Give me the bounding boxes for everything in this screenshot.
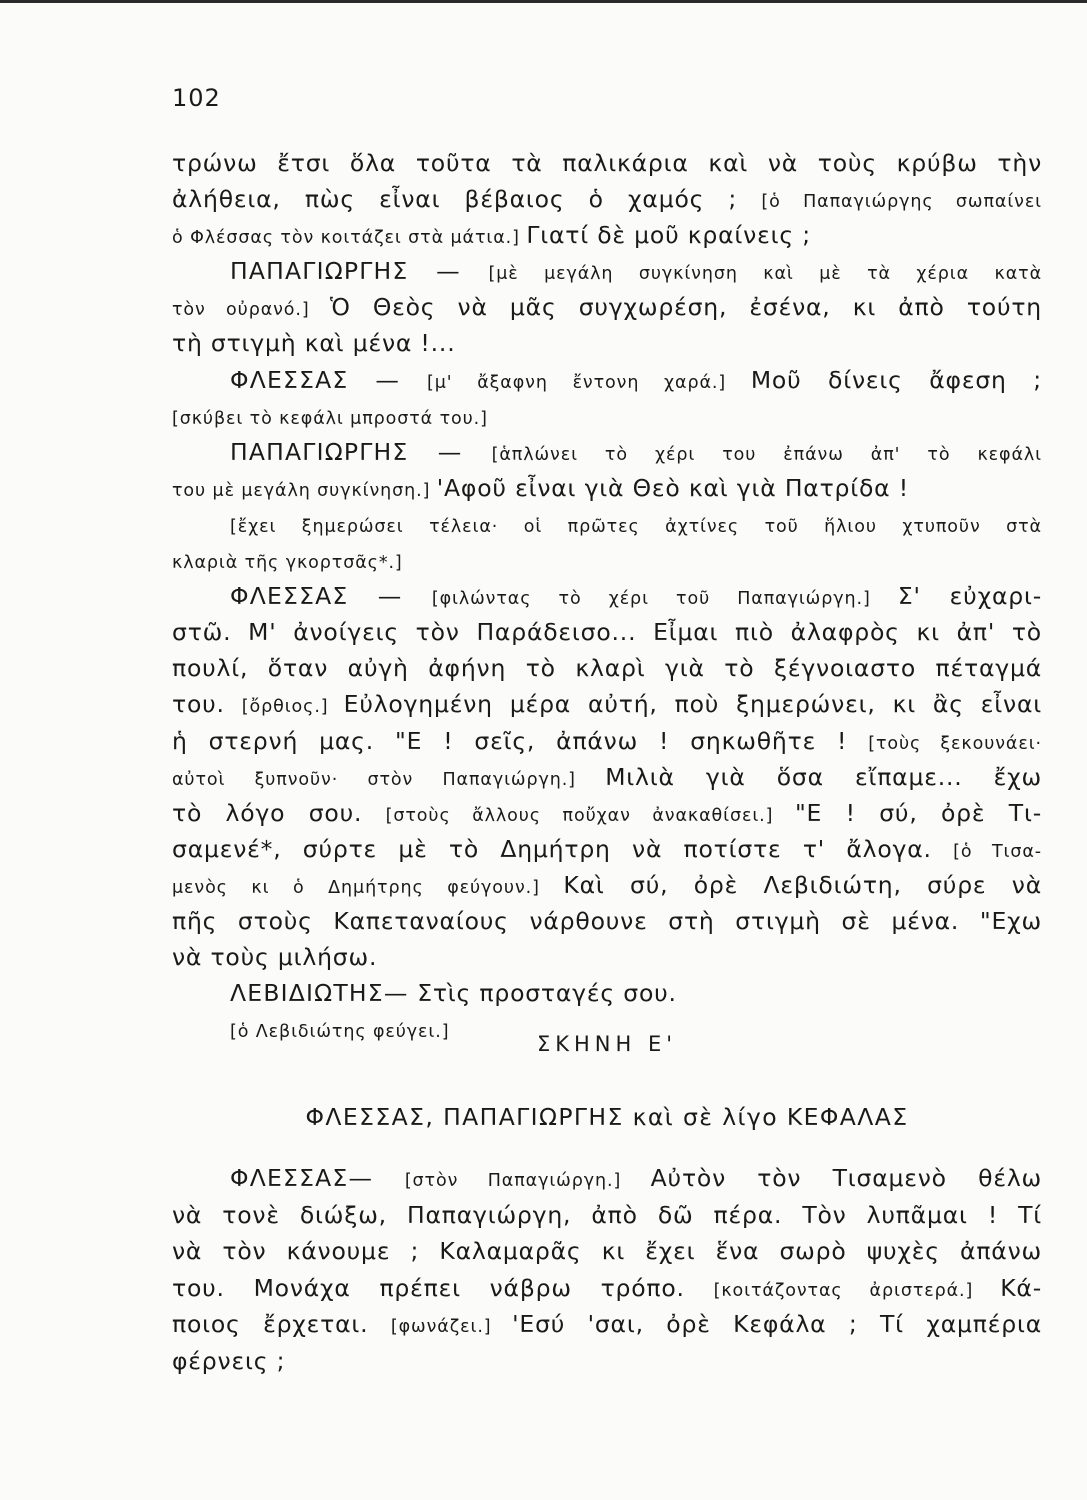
dialogue-text: Γιατί δὲ μοῦ κραίνεις ; [526,221,811,250]
dialogue-text: του. Μονάχα πρέπει νάβρω τρόπο. [172,1273,714,1302]
text-line [172,650,1042,686]
scene-cast-list: ΦΛΕΣΣΑΣ, ΠΑΠΑΓΙΩΡΓΗΣ καὶ σὲ λίγο ΚΕΦΑΛΑΣ [305,1103,909,1131]
text-line [172,325,1042,361]
stage-direction: [ὄρθιος.] [241,697,344,718]
dialogue-text: Ὁ Θεὸς νὰ μᾶς συγχωρέση, ἐσένα, κι ἀπὸ τούτη [329,293,1042,322]
dialogue-text: Σ' εὐχαρι- [897,582,1042,611]
dialogue-text: Στὶς προσταγές σου. [417,979,677,1008]
dialogue-text: 'Εσύ 'σαι, ὀρὲ Κεφάλα ; Τί χαμπέρια [512,1310,1042,1339]
dialogue-text: ἡ στερνή μας. "Ε ! σεῖς, ἀπάνω ! σηκωθῆτε ! [172,726,869,755]
text-line [172,1197,1042,1234]
text-line [172,867,1042,903]
play-text-block [172,145,1042,1047]
dialogue-text: Μιλιὰ γιὰ ὅσα εἴπαμε... ἔχω [605,762,1042,791]
speaker-name: ΦΛΕΣΣΑΣ — [230,582,432,611]
text-line [172,470,1042,506]
text-line [172,1270,1042,1307]
dialogue-text: ποιος ἔρχεται. [172,1310,391,1339]
stage-direction: μενὸς κι ὁ Δημήτρης φεύγουν.] [172,877,564,898]
stage-direction: [ἁπλώνει τὸ χέρι του ἐπάνω ἀπ' τὸ κεφάλι [491,444,1042,465]
text-line [172,723,1042,759]
text-line [172,289,1042,325]
stage-direction: αὐτοὶ ξυπνοῦν· στὸν Παπαγιώργη.] [172,769,606,790]
text-line [172,542,1042,578]
dialogue-text: πῆς στοὺς Καπεταναίους νάρθουνε στὴ στιγμὴ σὲ μένα. "Εχω [172,906,1042,935]
text-line [172,362,1042,398]
text-line [172,578,1042,614]
stage-direction: [σκύβει τὸ κεφάλι μπροστά του.] [172,408,488,429]
text-line [172,686,1042,722]
text-line [172,506,1042,542]
stage-direction: [τοὺς ξεκουνάει· [868,733,1042,754]
stage-direction: τὸν οὐρανό.] [172,300,330,321]
speaker-name: ΦΛΕΣΣΑΣ— [230,1164,405,1192]
text-line [172,145,1042,181]
dialogue-text: Μοῦ δίνεις ἄφεση ; [750,365,1042,394]
text-line [172,181,1042,217]
text-line [172,903,1042,939]
dialogue-text: στῶ. Μ' ἀνοίγεις τὸν Παράδεισο... Εἶμαι πιὸ ἀλαφρὸς κι ἀπ' τὸ [172,618,1042,647]
dialogue-text: τὴ στιγμὴ καὶ μένα !... [172,329,456,358]
dialogue-text: πουλί, ὅταν αὐγὴ ἀφήνη τὸ κλαρὶ γιὰ τὸ ξέγνοιαστο πέταγμά [172,654,1042,683]
dialogue-text: νὰ τοὺς μιλήσω. [172,943,378,972]
dialogue-text: Καὶ σύ, ὀρὲ Λεβιδιώτη, σύρε νὰ [563,870,1042,899]
scene-heading: ΣΚΗΝΗ Ε' [536,1032,678,1056]
dialogue-text: Κά- [1000,1273,1042,1302]
text-line [172,831,1042,867]
stage-direction: [φιλώντας τὸ χέρι τοῦ Παπαγιώργη.] [431,589,898,610]
stage-direction: [στὸν Παπαγιώργη.] [404,1171,651,1191]
stage-direction: [ὁ Παπαγιώργης σωπαίνει [761,192,1042,213]
dialogue-text: Αὐτὸν τὸν Τισαμενὸ θέλω [650,1164,1042,1192]
dialogue-text: φέρνεις ; [172,1346,286,1375]
play-text-block-2 [172,1160,1042,1380]
stage-direction: [μ' ἄξαφνη ἔντονη χαρά.] [427,372,751,393]
stage-direction: [ὁ Λεβιδιώτης φεύγει.] [230,1022,450,1043]
text-line [172,1233,1042,1270]
dialogue-text: ἀλήθεια, πὼς εἶναι βέβαιος ὁ χαμός ; [172,185,762,214]
dialogue-text: σαμενέ*, σύρτε μὲ τὸ Δημήτρη νὰ ποτίστε τ' ἄλογα. [172,834,954,863]
text-line [172,614,1042,650]
stage-direction: κλαριὰ τῆς γκορτσᾶς*.] [172,553,403,574]
dialogue-text: νὰ τὸν κάνουμε ; Καλαμαρᾶς κι ἔχει ἕνα σωρὸ ψυχὲς ἀπάνω [172,1237,1042,1266]
stage-direction: [ὁ Τισα- [953,841,1042,862]
text-line [172,217,1042,253]
dialogue-text: 'Αφοῦ εἶναι γιὰ Θεὸ καὶ γιὰ Πατρίδα ! [436,473,909,502]
text-line [172,434,1042,470]
stage-direction: ὁ Φλέσσας τὸν κοιτάζει στὰ μάτια.] [172,228,527,249]
text-line [172,975,1042,1011]
text-line [172,1306,1042,1343]
text-line [172,253,1042,289]
text-line [172,939,1042,975]
dialogue-text: τρώνω ἔτσι ὅλα τοῦτα τὰ παλικάρια καὶ νὰ τοὺς κρύβω τὴν [172,149,1042,177]
stage-direction: [ἔχει ξημερώσει τέλεια· οἱ πρῶτες ἀχτίνες τοῦ ἥλιου χτυποῦν στὰ [230,516,1042,537]
dialogue-text: νὰ τονὲ διώξω, Παπαγιώργη, ἀπὸ δῶ πέρα. Τὸν λυπᾶμαι ! Τί [172,1200,1042,1229]
dialogue-text: του. [172,690,242,719]
speaker-name: ΦΛΕΣΣΑΣ — [230,365,428,394]
dialogue-text: Εὐλογημένη μέρα αὐτή, ποὺ ξημερώνει, κι ἂς εἶναι [343,690,1042,719]
stage-direction: [κοιτάζοντας ἀριστερά.] [713,1280,1001,1301]
stage-direction: [φωνάζει.] [390,1317,513,1338]
text-line [172,759,1042,795]
text-line [172,1160,1042,1197]
speaker-name: ΠΑΠΑΓΙΩΡΓΗΣ — [230,437,492,466]
page-number: 102 [172,84,221,112]
speaker-name: ΛΕΒΙΔΙΩΤΗΣ— [230,979,418,1008]
stage-direction: του μὲ μεγάλη συγκίνηση.] [172,480,437,501]
dialogue-text: τὸ λόγο σου. [172,798,386,827]
dialogue-text: "Ε ! σύ, ὀρὲ Τι- [794,798,1042,827]
stage-direction: [στοὺς ἄλλους ποὔχαν ἀνακαθίσει.] [385,805,795,826]
stage-direction: [μὲ μεγάλη συγκίνηση καὶ μὲ τὰ χέρια κατὰ [488,264,1042,285]
text-line [172,398,1042,434]
text-line [172,795,1042,831]
speaker-name: ΠΑΠΑΓΙΩΡΓΗΣ — [230,257,489,286]
text-line [172,1343,1042,1380]
page-edge [0,0,1087,3]
